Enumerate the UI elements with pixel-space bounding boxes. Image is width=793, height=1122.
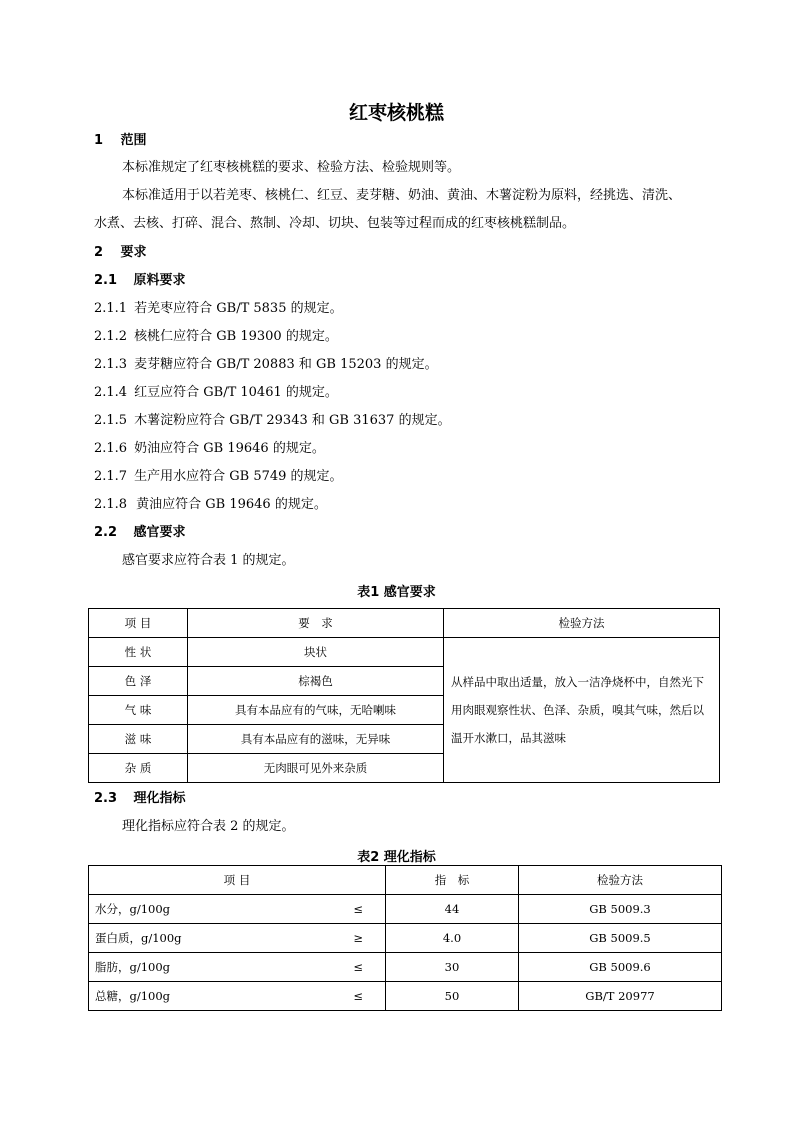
- section-2-heading: [94, 245, 147, 261]
- requirement-cell: 具有本品应有的气味，无哈喇味: [188, 696, 444, 725]
- item-text: 奶油应符合 GB 19646 的规定。: [134, 441, 325, 456]
- comparison-symbol: ≤: [353, 989, 363, 1003]
- header-cell: 项 目: [89, 866, 386, 895]
- table-header-row: [89, 609, 720, 638]
- paragraph: 本标准规定了红枣核桃糕的要求、检验方法、检验规则等。: [122, 160, 461, 175]
- comparison-symbol: ≤: [353, 902, 363, 916]
- paragraph: 理化指标应符合表 2 的规定。: [122, 819, 295, 834]
- value-cell: 4.0: [386, 924, 519, 953]
- table-2-caption: 表2 理化指标: [357, 850, 436, 865]
- section-2-2-heading: [94, 525, 186, 541]
- method-text: 从样品中取出适量，放入一洁净烧杯中，自然光下: [451, 675, 704, 689]
- table-row: [89, 953, 722, 982]
- section-title: 要求: [120, 245, 147, 260]
- value-cell: 30: [386, 953, 519, 982]
- item-cell: [89, 953, 386, 982]
- section-number: 2: [94, 245, 104, 260]
- page-title: 红枣核桃糕: [348, 102, 444, 124]
- list-item: [94, 469, 343, 485]
- sensory-requirements-table: [88, 608, 720, 783]
- method-cell: GB 5009.3: [519, 895, 722, 924]
- item-cell: 色 泽: [89, 667, 188, 696]
- item-number: 2.1.2: [94, 329, 128, 344]
- section-title: 感官要求: [133, 525, 186, 540]
- item-cell: 气 味: [89, 696, 188, 725]
- item-label: 蛋白质，g/100g: [95, 931, 182, 945]
- method-cell: GB/T 20977: [519, 982, 722, 1011]
- paragraph-continued: 水煮、去核、打碎、混合、熬制、冷却、切块、包装等过程而成的红枣核桃糕制品。: [94, 216, 576, 231]
- item-label: 脂肪，g/100g: [95, 960, 171, 974]
- method-text: 用肉眼观察性状、色泽、杂质，嗅其气味，然后以: [451, 703, 704, 717]
- item-number: 2.1.5: [94, 413, 128, 428]
- requirement-cell: 无肉眼可见外来杂质: [188, 754, 444, 783]
- list-item: [94, 329, 338, 345]
- table-row: [89, 895, 722, 924]
- item-text: 木薯淀粉应符合 GB/T 29343 和 GB 31637 的规定。: [134, 413, 451, 428]
- item-cell: [89, 982, 386, 1011]
- item-number: 2.1.3: [94, 357, 128, 372]
- item-number: 2.1.4: [94, 385, 128, 400]
- section-2-1-heading: [94, 273, 186, 289]
- physicochemical-indicators-table: [88, 865, 722, 1011]
- method-cell: [444, 638, 720, 783]
- item-cell: 滋 味: [89, 725, 188, 754]
- comparison-symbol: ≥: [353, 931, 363, 945]
- table-row: [89, 924, 722, 953]
- section-1-heading: [94, 133, 147, 149]
- method-text: 温开水漱口，品其滋味: [451, 731, 566, 745]
- list-item: [94, 413, 451, 429]
- method-cell: GB 5009.6: [519, 953, 722, 982]
- requirement-cell: 具有本品应有的滋味，无异味: [188, 725, 444, 754]
- requirement-cell: 块状: [188, 638, 444, 667]
- method-cell: GB 5009.5: [519, 924, 722, 953]
- item-cell: [89, 924, 386, 953]
- item-text: 红豆应符合 GB/T 10461 的规定。: [134, 385, 338, 400]
- item-number: 2.1.1: [94, 301, 128, 316]
- item-cell: 性 状: [89, 638, 188, 667]
- paragraph: 感官要求应符合表 1 的规定。: [122, 553, 295, 568]
- section-title: 理化指标: [133, 791, 186, 806]
- paragraph: 本标准适用于以若羌枣、核桃仁、红豆、麦芽糖、奶油、黄油、木薯淀粉为原料，经挑选、清洗、: [122, 188, 682, 203]
- list-item: [94, 301, 343, 317]
- item-cell: [89, 895, 386, 924]
- comparison-symbol: ≤: [353, 960, 363, 974]
- section-title: 范围: [120, 133, 147, 148]
- value-cell: 44: [386, 895, 519, 924]
- header-cell: 指 标: [386, 866, 519, 895]
- item-label: 总糖，g/100g: [95, 989, 171, 1003]
- item-label: 水分，g/100g: [95, 902, 171, 916]
- requirement-cell: 棕褐色: [188, 667, 444, 696]
- item-text: 若羌枣应符合 GB/T 5835 的规定。: [134, 301, 343, 316]
- item-number: 2.1.8: [94, 497, 128, 512]
- item-number: 2.1.6: [94, 441, 128, 456]
- item-cell: 杂 质: [89, 754, 188, 783]
- section-number: 2.2: [94, 525, 118, 540]
- header-cell: 检验方法: [444, 609, 720, 638]
- item-text: 核桃仁应符合 GB 19300 的规定。: [134, 329, 338, 344]
- item-text: 黄油应符合 GB 19646 的规定。: [136, 497, 327, 512]
- list-item: [94, 441, 325, 457]
- header-cell: 检验方法: [519, 866, 722, 895]
- header-cell: 项 目: [89, 609, 188, 638]
- list-item: [94, 385, 338, 401]
- value-cell: 50: [386, 982, 519, 1011]
- table-header-row: [89, 866, 722, 895]
- header-cell: 要 求: [188, 609, 444, 638]
- list-item: [94, 357, 438, 373]
- section-number: 1: [94, 133, 104, 148]
- table-row: [89, 638, 720, 667]
- section-number: 2.1: [94, 273, 118, 288]
- section-title: 原料要求: [133, 273, 186, 288]
- table-1-caption: 表1 感官要求: [357, 585, 436, 600]
- table-row: [89, 982, 722, 1011]
- item-text: 麦芽糖应符合 GB/T 20883 和 GB 15203 的规定。: [134, 357, 438, 372]
- item-number: 2.1.7: [94, 469, 128, 484]
- section-2-3-heading: [94, 791, 186, 807]
- list-item: [94, 497, 327, 513]
- section-number: 2.3: [94, 791, 118, 806]
- item-text: 生产用水应符合 GB 5749 的规定。: [134, 469, 343, 484]
